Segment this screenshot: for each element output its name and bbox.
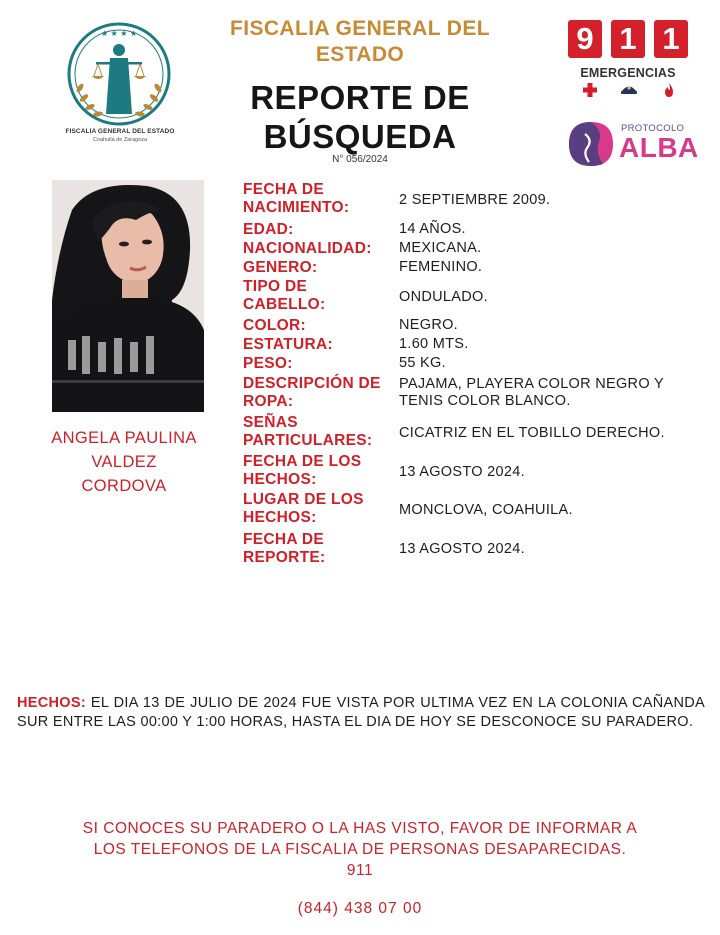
field-label-line: PARTICULARES: [243, 431, 373, 449]
field-label-line: SEÑAS [243, 414, 298, 431]
police-cap-icon [620, 82, 638, 98]
field-value: 2 SEPTIEMBRE 2009. [399, 192, 551, 208]
field-label-line: DESCRIPCIÓN DE [243, 375, 381, 392]
field-value: 1.60 MTS. [399, 336, 469, 352]
field-value: MEXICANA. [399, 240, 482, 256]
field-value: NEGRO. [399, 317, 458, 333]
agency-line-1: FISCALIA GENERAL DEL [229, 17, 490, 40]
alba-protocol-label: PROTOCOLO [621, 123, 685, 134]
field-label-line: LUGAR DE LOS [243, 491, 364, 508]
fire-icon [662, 82, 676, 98]
person-name-line-2: VALDEZ [91, 453, 157, 471]
field-label-line: REPORTE: [243, 548, 326, 566]
field-label [243, 414, 372, 450]
field-label: ESTATURA: [243, 336, 333, 353]
alba-name: ALBA [619, 132, 699, 163]
field-label-line: ROPA: [243, 392, 294, 410]
field-value [399, 376, 664, 410]
contact-appeal [20, 818, 700, 860]
field-label: PESO: [243, 355, 293, 372]
digit-1: 1 [654, 20, 688, 58]
field-value: CICATRIZ EN EL TOBILLO DERECHO. [399, 425, 665, 441]
field-label [243, 531, 326, 567]
report-title [190, 78, 530, 156]
field-label-line: TIPO DE [243, 278, 308, 295]
field-value: 13 AGOSTO 2024. [399, 464, 525, 480]
field-value-line: TENIS COLOR BLANCO. [399, 393, 571, 409]
person-name-line-1: ANGELA PAULINA [51, 429, 197, 447]
field-label-line: NACIMIENTO: [243, 198, 350, 216]
alba-face-icon [563, 118, 619, 170]
person-name-line-3: CORDOVA [81, 477, 167, 495]
emergency-number: 911 [346, 862, 374, 879]
report-title-line-2: BÚSQUEDA [263, 118, 457, 155]
field-label [243, 375, 381, 411]
field-label: GENERO: [243, 259, 318, 276]
report-number: N° 056/2024 [332, 154, 388, 165]
field-value: FEMENINO. [399, 259, 483, 275]
digit-9: 9 [568, 20, 602, 58]
field-value: 55 KG. [399, 355, 446, 371]
field-label-line: CABELLO: [243, 295, 326, 313]
contact-appeal-line-1: SI CONOCES SU PARADERO O LA HAS VISTO, FAVOR DE INFORMAR A [82, 820, 638, 837]
field-label [243, 278, 325, 314]
justice-seal-icon [58, 18, 180, 130]
contact-appeal-line-2: LOS TELEFONOS DE LA FISCALIA DE PERSONAS DESAPARECIDAS. [93, 841, 627, 858]
field-label [243, 453, 361, 489]
logo-subcaption: Coahuila de Zaragoza [92, 137, 148, 143]
field-value: 14 AÑOS. [399, 221, 466, 237]
logo-caption: FISCALIA GENERAL DEL ESTADO [65, 128, 175, 135]
agency-line-2: ESTADO [315, 43, 405, 66]
phone-number: (844) 438 07 00 [297, 900, 423, 917]
facts-label: HECHOS: [17, 695, 86, 711]
field-label [243, 181, 349, 217]
person-name [24, 426, 224, 498]
person-photo-illustration [52, 180, 204, 412]
field-label-line: HECHOS: [243, 470, 317, 488]
emergency-911-logo [568, 20, 688, 110]
field-label: COLOR: [243, 317, 306, 334]
svg-text:★ ★ ★ ★: ★ ★ ★ ★ [100, 29, 138, 38]
field-label-line: FECHA DE LOS [243, 453, 362, 470]
field-value-line: PAJAMA, PLAYERA COLOR NEGRO Y [399, 376, 664, 392]
digit-1: 1 [611, 20, 645, 58]
field-label: EDAD: [243, 221, 294, 238]
agency-name [190, 16, 530, 68]
facts-text: EL DIA 13 DE JULIO DE 2024 FUE VISTA POR ULTIMA VEZ EN LA COLONIA CAÑANDA SUR ENTRE LAS 00:00 Y 1:00 HORAS, HASTA EL DIA DE HOY SE DESCONOCE SU PARADERO. [17, 695, 705, 730]
field-label-line: FECHA DE [243, 531, 325, 548]
field-value: MONCLOVA, COAHUILA. [399, 502, 573, 518]
field-label-line: HECHOS: [243, 508, 317, 526]
missing-person-photo [52, 180, 204, 412]
field-label-line: FECHA DE [243, 181, 325, 198]
red-cross-icon [582, 82, 598, 98]
protocolo-alba-logo [563, 118, 699, 170]
field-value: ONDULADO. [399, 289, 488, 305]
facts-paragraph [17, 694, 705, 732]
report-title-line-1: REPORTE DE [250, 79, 470, 116]
field-value: 13 AGOSTO 2024. [399, 541, 525, 557]
field-label: NACIONALIDAD: [243, 240, 372, 257]
emergency-label: EMERGENCIAS [580, 66, 676, 80]
field-label [243, 491, 364, 527]
